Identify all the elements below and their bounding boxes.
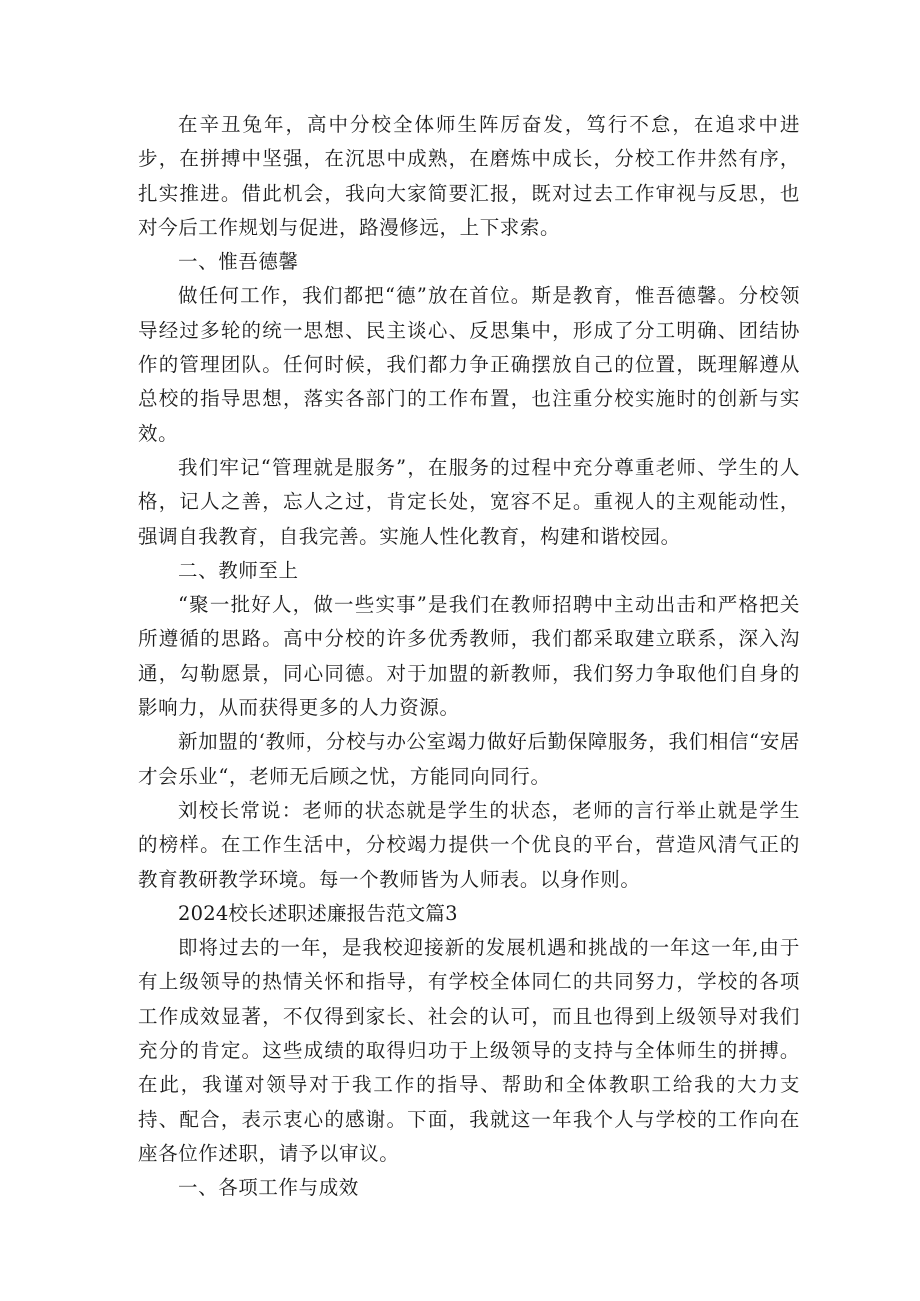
section-heading-achievements: 一、各项工作与成效 bbox=[178, 1176, 359, 1200]
section-heading-virtue: 一、惟吾德馨 bbox=[178, 250, 299, 274]
paragraph-recruitment: “聚一批好人，做一些实事”是我们在教师招聘中主动出击和严格把关所遵循的思路。高中分校的许多优秀教师，我们都采取建立联系，深入沟通，勾勒愿景，同心同德。对于加盟的新教师，我们努力争取他们自身的影响力，从而获得更多的人力资源。 bbox=[138, 593, 800, 720]
paragraph-principal-saying: 刘校长常说：老师的状态就是学生的状态，老师的言行举止就是学生的榜样。在工作生活中，分校竭力提供一个优良的平台，营造风清气正的教育教研教学环境。每一个教师皆为人师表。以身作则。 bbox=[138, 798, 800, 891]
paragraph-service: 我们牢记“管理就是服务”，在服务的过程中充分尊重老师、学生的人格，记人之善，忘人之过，肯定长处，宽容不足。重视人的主观能动性，强调自我教育，自我完善。实施人性化教育，构建和谐校园。 bbox=[138, 455, 800, 548]
document-body bbox=[138, 108, 800, 1206]
paragraph-virtue-first: 做任何工作，我们都把“德”放在首位。斯是教育，惟吾德馨。分校领导经过多轮的统一思想、民主谈心、反思集中，形成了分工明确、团结协作的管理团队。任何时候，我们都力争正确摆放自己的位置，既理解遵从总校的指导思想，落实各部门的工作布置，也注重分校实施时的创新与实效。 bbox=[138, 284, 800, 445]
paragraph-intro: 在辛丑兔年，高中分校全体师生阵厉奋发，笃行不怠，在追求中进步，在拼搏中坚强，在沉思中成熟，在磨炼中成长，分校工作井然有序，扎实推进。借此机会，我向大家简要汇报，既对过去工作审视与反思，也对今后工作规划与促进，路漫修远，上下求索。 bbox=[138, 113, 800, 239]
section-heading-teachers: 二、教师至上 bbox=[178, 558, 299, 582]
paragraph-year-review: 即将过去的一年，是我校迎接新的发展机遇和挑战的一年这一年,由于有上级领导的热情关怀和指导，有学校全体同仁的共同努力，学校的各项工作成效显著，不仅得到家长、社会的认可，而且也得到上级领导对我们充分的肯定。这些成绩的取得归功于上级领导的支持与全体师生的拼搏。在此，我谨对领导对于我工作的指导、帮助和全体教职工给我的大力支持、配合，表示衷心的感谢。下面，我就这一年我个人与学校的工作向在座各位作述职，请予以审议。 bbox=[138, 936, 800, 1165]
paragraph-new-teachers: 新加盟的‘教师，分校与办公室竭力做好后勤保障服务，我们相信“安居才会乐业“，老师无后顾之忧，方能同向同行。 bbox=[138, 730, 800, 788]
article-title: 2024校长述职述廉报告范文篇3 bbox=[178, 901, 458, 925]
